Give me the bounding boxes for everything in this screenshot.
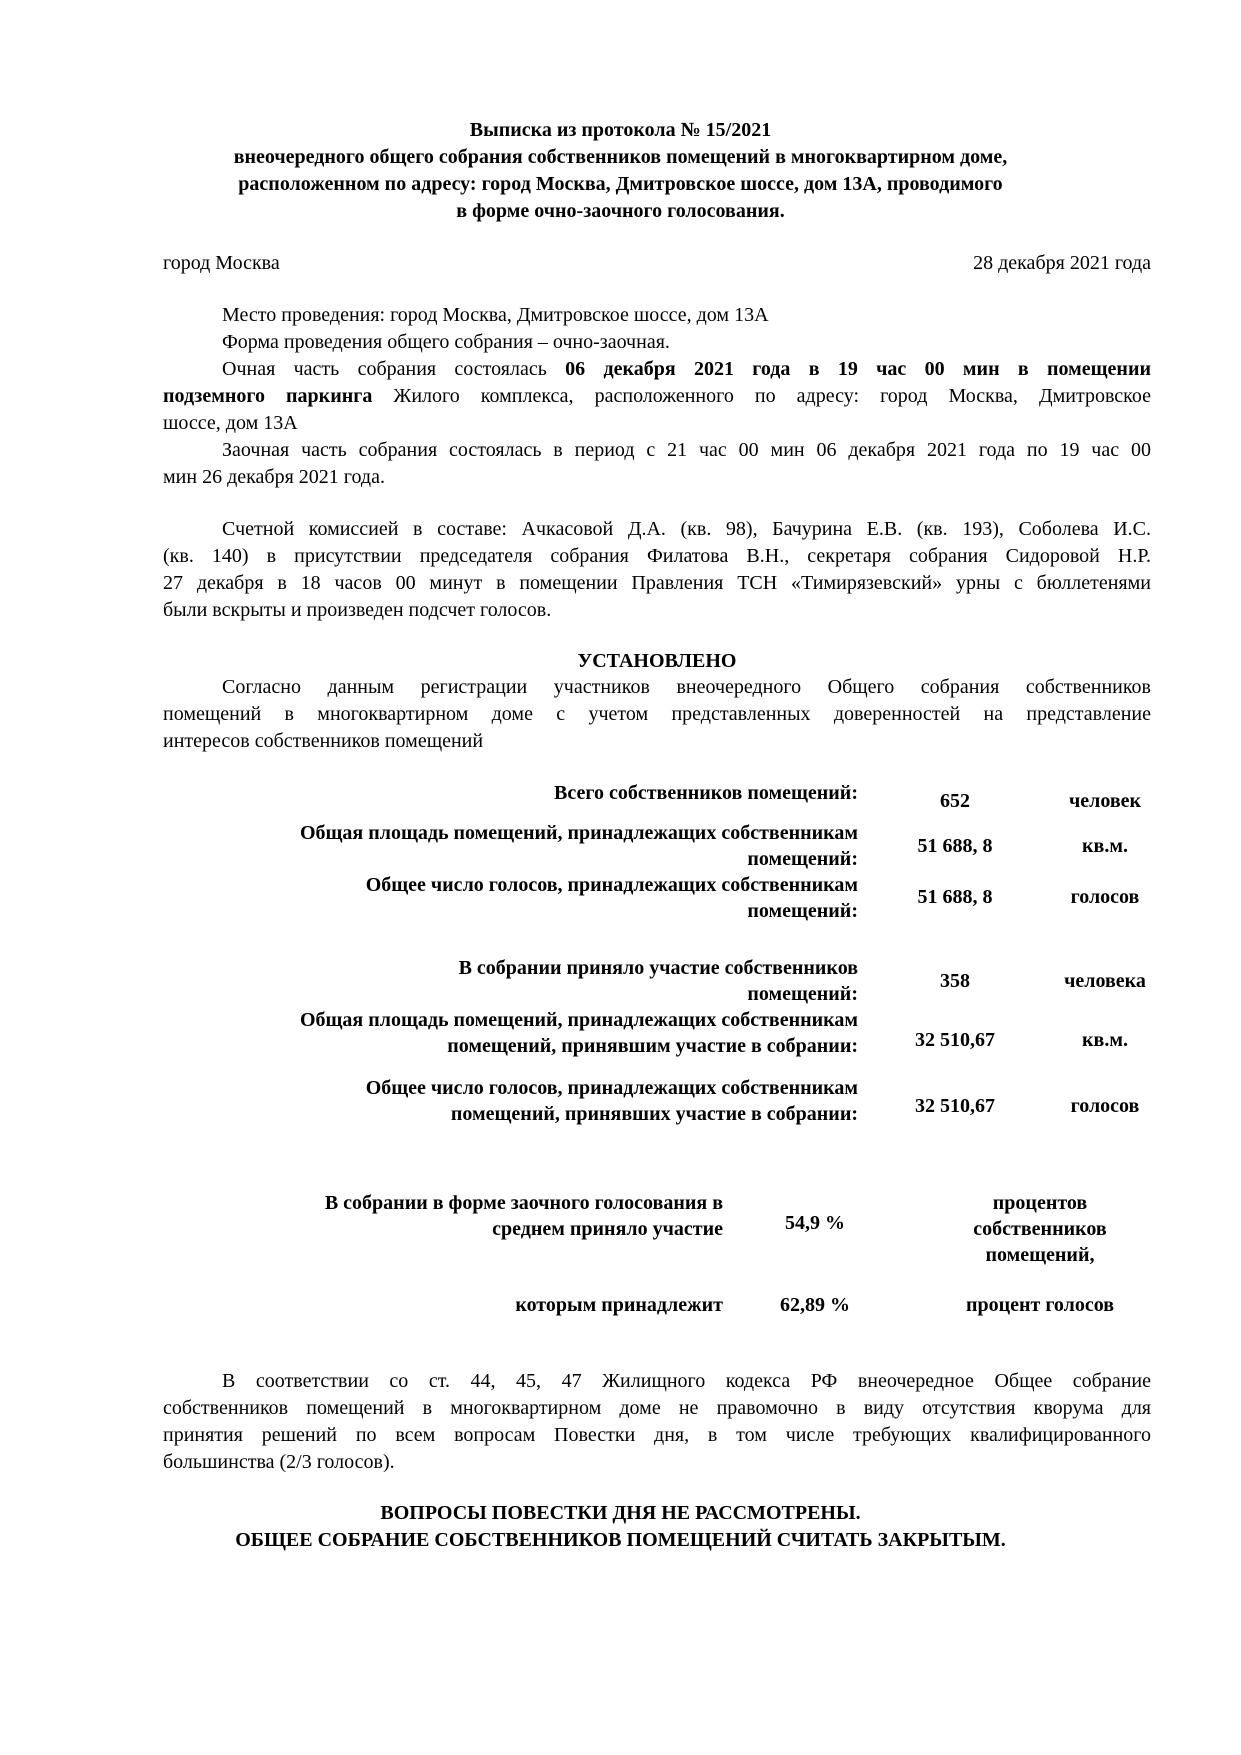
stat-label-cont: помещений, принявшим участие в собрании:: [447, 1035, 858, 1057]
commission-line-1: Счетной комиссией в составе: Ачкасовой Д.А. (кв. 98), Бачурина Е.В. (кв. 193), Соболева И.С.: [222, 518, 1151, 540]
stat-value: 358: [940, 970, 970, 992]
stat-label-cont: помещений:: [747, 900, 858, 922]
stat-label: В собрании приняло участие собственников: [458, 957, 858, 979]
commission-line-3: 27 декабря в 18 часов 00 минут в помещении Правления ТСН «Тимирязевский» урны с бюллетенями: [163, 572, 1151, 594]
stat-value: 32 510,67: [915, 1095, 995, 1117]
stat-label: Общее число голосов, принадлежащих собственникам: [365, 1077, 858, 1099]
stat-label: Общее число голосов, принадлежащих собственникам: [365, 874, 858, 896]
stat-unit: кв.м.: [1082, 1029, 1128, 1051]
participation-unit-3: помещений,: [985, 1244, 1095, 1266]
form-text: Форма проведения общего собрания – очно-заочная.: [222, 331, 670, 353]
inperson-line-2-text: Жилого комплекса, расположенного по адресу: город Москва, Дмитровское: [393, 385, 1151, 407]
stat-label: Общая площадь помещений, принадлежащих собственникам: [299, 822, 858, 844]
remote-line-1: Заочная часть собрания состоялась в период с 21 час 00 мин 06 декабря 2021 года по 19 час 00: [222, 439, 1151, 461]
participation-label: В собрании в форме заочного голосования в: [324, 1192, 723, 1214]
stat-label: Общая площадь помещений, принадлежащих собственникам: [299, 1009, 858, 1031]
final-statement-2: ОБЩЕЕ СОБРАНИЕ СОБСТВЕННИКОВ ПОМЕЩЕНИЙ СЧИТАТЬ ЗАКРЫТЫМ.: [235, 1529, 1006, 1551]
inperson-location: подземного паркинга: [163, 385, 373, 407]
document-subtitle-line-1: внеочередного общего собрания собственников помещений в многоквартирном доме,: [233, 146, 1008, 168]
established-line-1: Согласно данным регистрации участников внеочередного Общего собрания собственников: [222, 676, 1151, 698]
established-heading: УСТАНОВЛЕНО: [577, 650, 737, 672]
inperson-line-1-text: Очная часть собрания состоялась: [222, 358, 547, 380]
stat-unit: человек: [1068, 790, 1142, 812]
stat-unit: голосов: [1070, 886, 1140, 908]
stat-value: 51 688, 8: [917, 835, 993, 857]
stat-unit: человека: [1064, 970, 1146, 992]
participation-unit-2: собственников: [973, 1218, 1107, 1240]
commission-line-2: (кв. 140) в присутствии председателя собрания Филатова В.Н., секретаря собрания Сидоровой Н.Р.: [163, 545, 1151, 567]
inperson-line-1: [222, 356, 1151, 383]
city: город Москва: [163, 252, 280, 274]
document-date: 28 декабря 2021 года: [973, 252, 1151, 274]
participation-percent: 54,9 %: [785, 1212, 845, 1234]
stat-label: Всего собственников помещений:: [554, 782, 858, 804]
document-subtitle-line-2: расположенном по адресу: город Москва, Дмитровское шоссе, дом 13А, проводимого: [238, 173, 1003, 195]
stat-label-cont: помещений:: [747, 983, 858, 1005]
stat-label-cont: помещений:: [747, 848, 858, 870]
inperson-datetime: 06 декабря 2021 года в 19 час 00 мин в помещении: [565, 358, 1152, 380]
venue-text: Место проведения: город Москва, Дмитровское шоссе, дом 13А: [222, 304, 769, 326]
document-subtitle-line-3: в форме очно-заочного голосования.: [456, 200, 785, 222]
inperson-line-3: шоссе, дом 13А: [163, 412, 298, 434]
commission-line-4: были вскрыты и произведен подсчет голосов.: [163, 599, 552, 621]
final-statement-1: ВОПРОСЫ ПОВЕСТКИ ДНЯ НЕ РАССМОТРЕНЫ.: [380, 1502, 861, 1524]
participation-unit-1: процентов: [992, 1192, 1088, 1214]
stat-value: 32 510,67: [915, 1029, 995, 1051]
established-line-3: интересов собственников помещений: [163, 730, 484, 752]
conclusion-line-3: принятия решений по всем вопросам Повестки дня, в том числе требующих квалифицированного: [163, 1424, 1151, 1446]
stat-unit: кв.м.: [1082, 835, 1128, 857]
stat-label-cont: помещений, принявших участие в собрании:: [450, 1103, 858, 1125]
owned-label: которым принадлежит: [515, 1294, 723, 1316]
participation-label-cont: среднем приняло участие: [492, 1218, 723, 1240]
inperson-line-2: [163, 383, 1151, 410]
conclusion-line-4: большинства (2/3 голосов).: [163, 1451, 395, 1473]
conclusion-line-1: В соответствии со ст. 44, 45, 47 Жилищного кодекса РФ внеочередное Общее собрание: [222, 1370, 1151, 1392]
stat-value: 51 688, 8: [917, 886, 993, 908]
conclusion-line-2: собственников помещений в многоквартирном доме не правомочно в виду отсутствия кворума для: [163, 1397, 1151, 1419]
established-line-2: помещений в многоквартирном доме с учетом представленных доверенностей на представление: [163, 703, 1151, 725]
stat-value: 652: [940, 790, 970, 812]
owned-unit: процент голосов: [965, 1294, 1115, 1316]
remote-line-2: мин 26 декабря 2021 года.: [163, 466, 385, 488]
owned-percent: 62,89 %: [780, 1294, 850, 1316]
stat-unit: голосов: [1070, 1095, 1140, 1117]
document-title: Выписка из протокола № 15/2021: [469, 119, 772, 141]
